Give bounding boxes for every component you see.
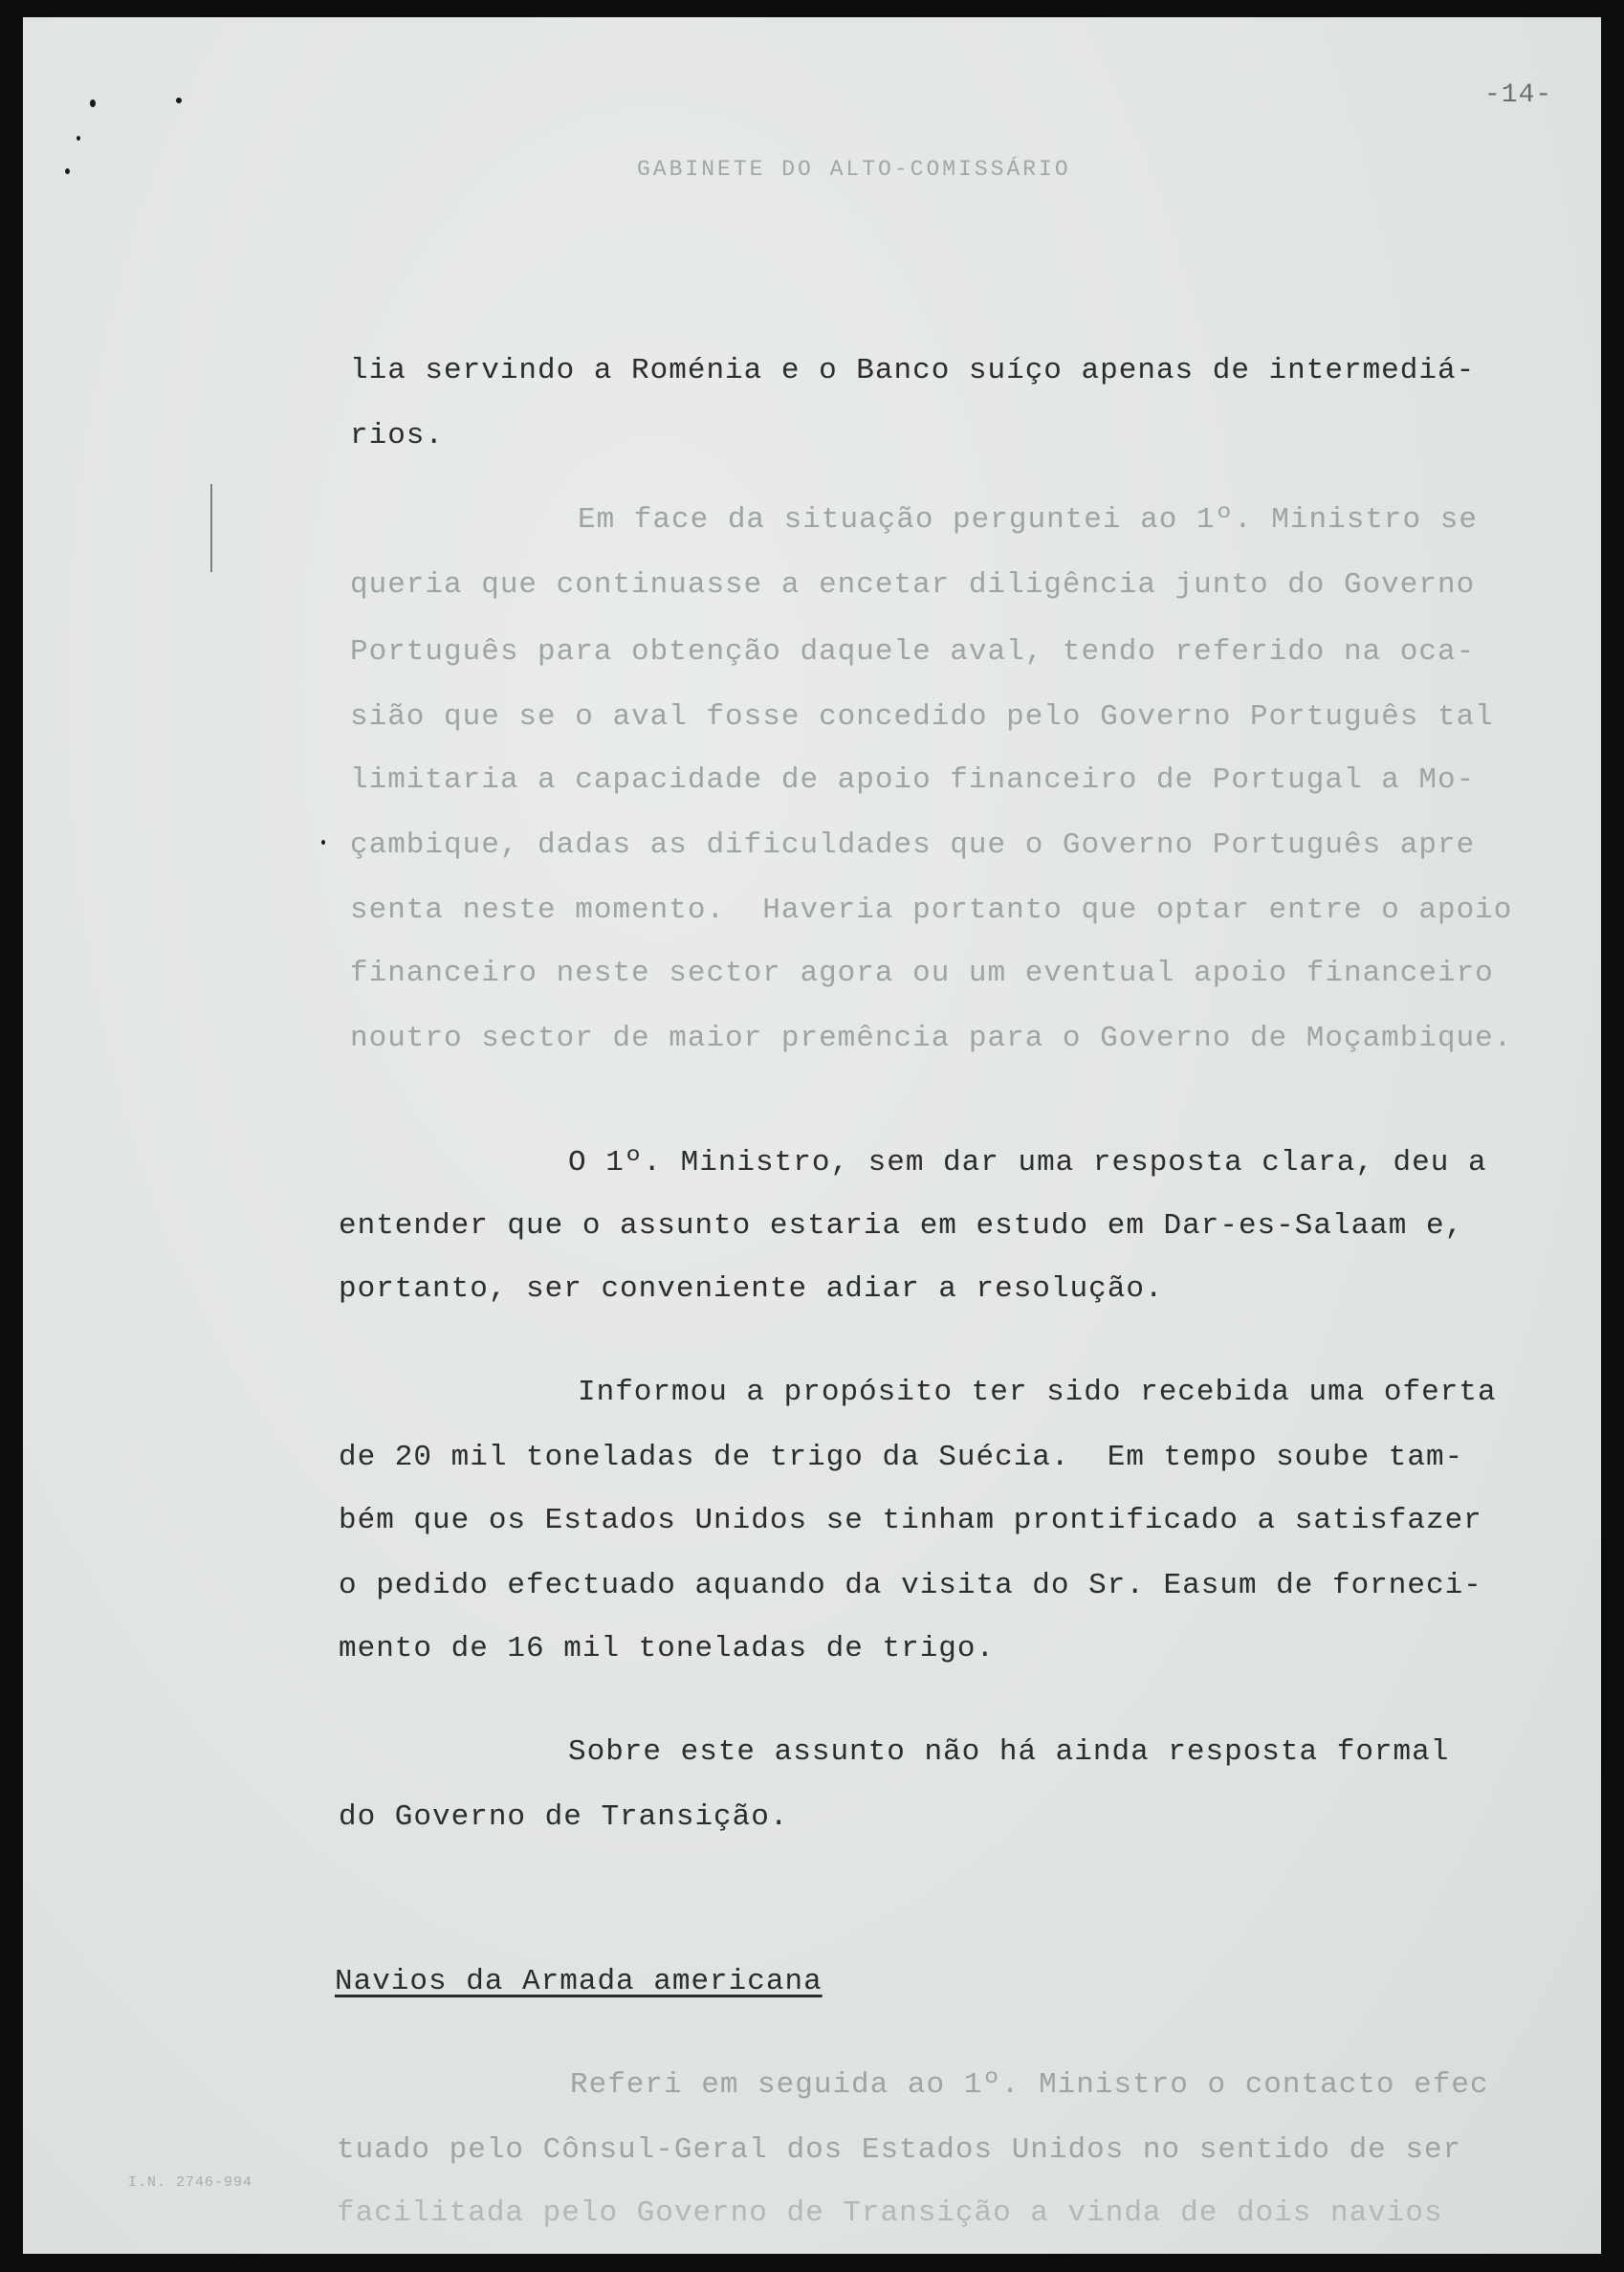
text-line: Em face da situação perguntei ao 1º. Ministro se <box>578 503 1478 537</box>
ink-speck <box>77 136 80 141</box>
text-line: facilitada pelo Governo de Transição a vinda de dois navios <box>337 2196 1443 2230</box>
text-line: lia servindo a Roménia e o Banco suíço apenas de intermediá- <box>350 354 1476 387</box>
text-line: tuado pelo Cônsul-Geral dos Estados Unidos no sentido de ser <box>337 2133 1462 2167</box>
text-line: bém que os Estados Unidos se tinham prontificado a satisfazer <box>339 1504 1482 1537</box>
page-number: -14- <box>1484 80 1553 110</box>
text-line: entender que o assunto estaria em estudo em Dar-es-Salaam e, <box>339 1209 1464 1243</box>
ink-speck <box>65 168 70 174</box>
section-heading: Navios da Armada americana <box>335 1965 823 1998</box>
text-line: Sobre este assunto não há ainda resposta formal <box>568 1735 1450 1769</box>
document-page <box>23 17 1601 2254</box>
margin-mark <box>210 484 212 572</box>
text-line: o pedido efectuado aquando da visita do Sr. Easum de forneci- <box>339 1569 1482 1602</box>
text-line: O 1º. Ministro, sem dar uma resposta clara, deu a <box>568 1146 1487 1180</box>
ink-speck <box>176 98 182 103</box>
text-line: Português para obtenção daquele aval, tendo referido na oca- <box>350 635 1476 669</box>
ink-speck <box>321 840 325 845</box>
text-line: de 20 mil toneladas de trigo da Suécia. Em tempo soube tam- <box>339 1441 1464 1474</box>
form-code: I.N. 2746-994 <box>128 2174 253 2191</box>
text-line: mento de 16 mil toneladas de trigo. <box>339 1632 996 1665</box>
text-line: çambique, dadas as dificuldades que o Governo Português apre <box>350 828 1476 862</box>
text-line: do Governo de Transição. <box>339 1800 789 1834</box>
text-line: senta neste momento. Haveria portanto que optar entre o apoio <box>350 893 1513 927</box>
text-line: noutro sector de maior premência para o Governo de Moçambique. <box>350 1022 1513 1055</box>
text-line: queria que continuasse a encetar diligência junto do Governo <box>350 568 1476 602</box>
text-line: financeiro neste sector agora ou um eventual apoio financeiro <box>350 957 1494 990</box>
text-line: Referi em seguida ao 1º. Ministro o contacto efec <box>570 2068 1489 2102</box>
letterhead: GABINETE DO ALTO-COMISSÁRIO <box>637 157 1071 182</box>
text-line: sião que se o aval fosse concedido pelo Governo Português tal <box>350 700 1494 734</box>
text-line: Informou a propósito ter sido recebida uma oferta <box>578 1376 1497 1409</box>
text-line: portanto, ser conveniente adiar a resolução. <box>339 1272 1164 1306</box>
ink-speck <box>90 99 96 107</box>
text-line: rios. <box>350 419 445 452</box>
text-line: limitaria a capacidade de apoio financeiro de Portugal a Mo- <box>350 763 1476 797</box>
